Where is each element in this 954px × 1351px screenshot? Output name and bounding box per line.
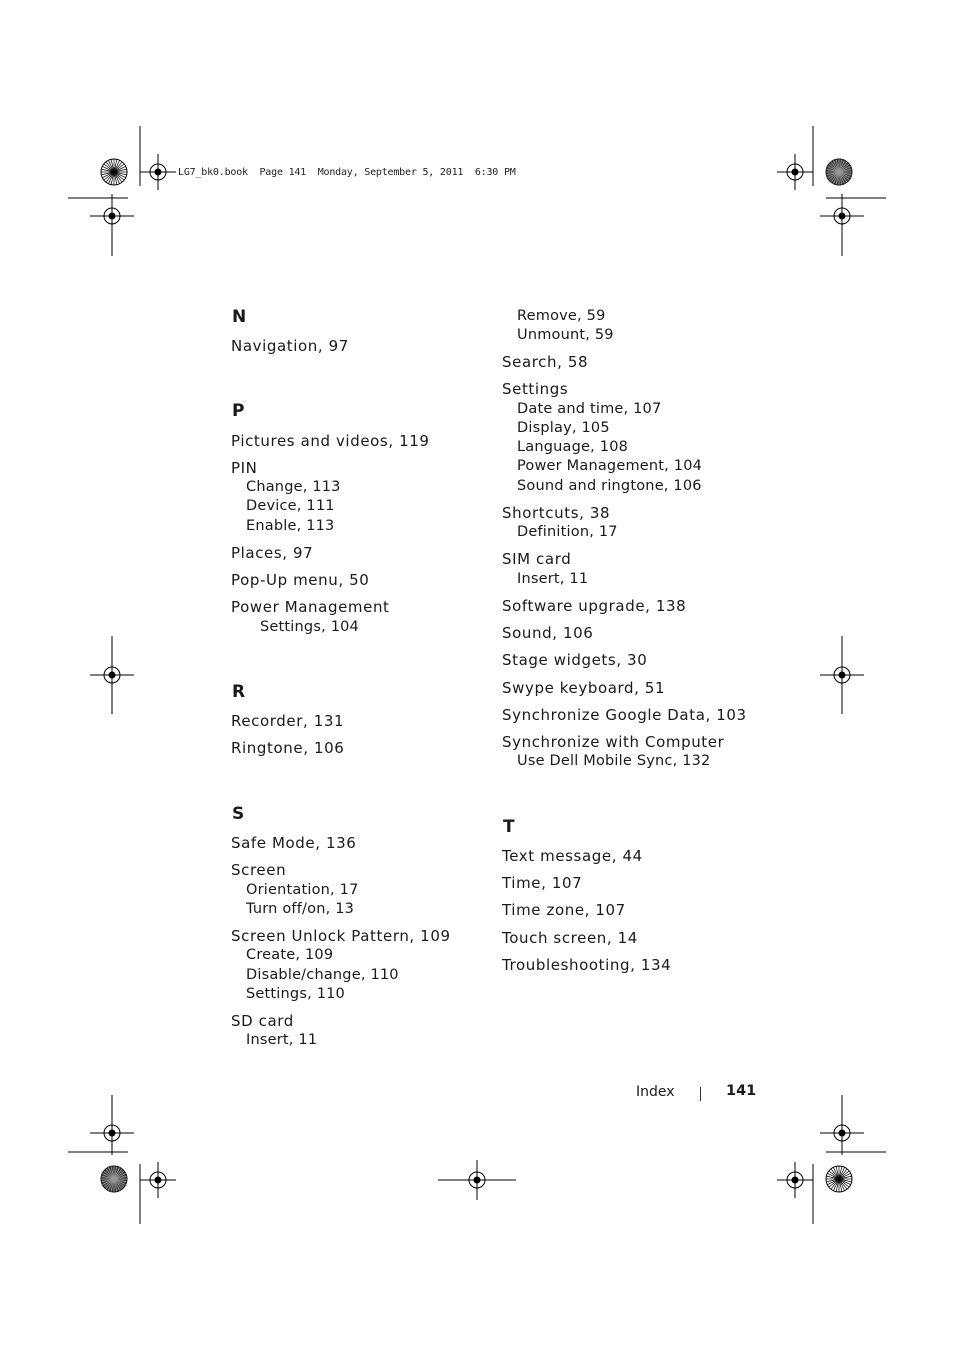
index-entry: Pictures and videos, 119 xyxy=(231,432,430,450)
index-entry: Sound, 106 xyxy=(502,624,594,642)
registration-target-dot xyxy=(792,169,799,176)
registration-target-dot xyxy=(109,1130,116,1137)
index-entry: PIN xyxy=(231,459,258,477)
index-letter-heading: S xyxy=(232,804,245,824)
index-entry: Places, 97 xyxy=(231,544,314,562)
index-letter-heading: P xyxy=(232,401,245,421)
print-slug-line: LG7_bk0.book Page 141 Monday, September 5, 2011 6:30 PM xyxy=(178,167,516,178)
index-entry: Recorder, 131 xyxy=(231,712,345,730)
index-entry: Pop-Up menu, 50 xyxy=(231,571,370,589)
index-entry: Ringtone, 106 xyxy=(231,739,345,757)
index-subentry: Remove, 59 xyxy=(517,308,606,324)
index-entry: Troubleshooting, 134 xyxy=(502,956,672,974)
index-subentry: Disable/change, 110 xyxy=(246,967,399,983)
index-subentry: Unmount, 59 xyxy=(517,327,614,343)
index-subentry: Insert, 11 xyxy=(517,571,589,587)
index-entry: Shortcuts, 38 xyxy=(502,504,611,522)
registration-target-dot xyxy=(839,213,846,220)
index-subentry: Settings, 104 xyxy=(260,619,359,635)
index-subentry: Create, 109 xyxy=(246,947,334,963)
index-entry: Screen Unlock Pattern, 109 xyxy=(231,927,451,945)
index-subentry: Sound and ringtone, 106 xyxy=(517,478,702,494)
index-subentry: Turn off/on, 13 xyxy=(246,901,355,917)
footer-separator xyxy=(700,1087,701,1101)
index-entry: Synchronize Google Data, 103 xyxy=(502,706,747,724)
index-entry: Text message, 44 xyxy=(502,847,643,865)
index-subentry: Power Management, 104 xyxy=(517,458,703,474)
index-letter-heading: R xyxy=(232,682,246,702)
registration-target-dot xyxy=(155,1177,162,1184)
index-entry: Touch screen, 14 xyxy=(502,929,638,947)
index-subentry: Display, 105 xyxy=(517,420,610,436)
index-subentry: Enable, 113 xyxy=(246,518,335,534)
index-entry: Search, 58 xyxy=(502,353,589,371)
index-entry: SIM card xyxy=(502,550,572,568)
registration-target-dot xyxy=(839,1130,846,1137)
index-letter-heading: N xyxy=(232,307,247,327)
index-entry: Safe Mode, 136 xyxy=(231,834,357,852)
registration-target-dot xyxy=(792,1177,799,1184)
index-entry: Time, 107 xyxy=(502,874,583,892)
index-letter-heading: T xyxy=(503,817,515,837)
registration-target-dot xyxy=(155,169,162,176)
index-subentry: Orientation, 17 xyxy=(246,882,359,898)
index-entry: Power Management xyxy=(231,598,390,616)
index-subentry: Definition, 17 xyxy=(517,524,618,540)
index-subentry: Insert, 11 xyxy=(246,1032,318,1048)
index-subentry: Date and time, 107 xyxy=(517,401,662,417)
index-subentry: Settings, 110 xyxy=(246,986,345,1002)
index-subentry: Change, 113 xyxy=(246,479,341,495)
index-entry: Stage widgets, 30 xyxy=(502,651,648,669)
index-entry: Navigation, 97 xyxy=(231,337,349,355)
index-entry: Swype keyboard, 51 xyxy=(502,679,666,697)
index-subentry: Use Dell Mobile Sync, 132 xyxy=(517,753,711,769)
index-subentry: Device, 111 xyxy=(246,498,335,514)
registration-target-dot xyxy=(109,213,116,220)
index-entry: Synchronize with Computer xyxy=(502,733,725,751)
index-entry: Settings xyxy=(502,380,569,398)
index-entry: Time zone, 107 xyxy=(502,901,626,919)
footer-page-number: 141 xyxy=(726,1083,757,1099)
index-entry: Software upgrade, 138 xyxy=(502,597,687,615)
footer-section-label: Index xyxy=(636,1084,675,1100)
index-subentry: Language, 108 xyxy=(517,439,629,455)
index-entry: Screen xyxy=(231,861,287,879)
index-entry: SD card xyxy=(231,1012,294,1030)
